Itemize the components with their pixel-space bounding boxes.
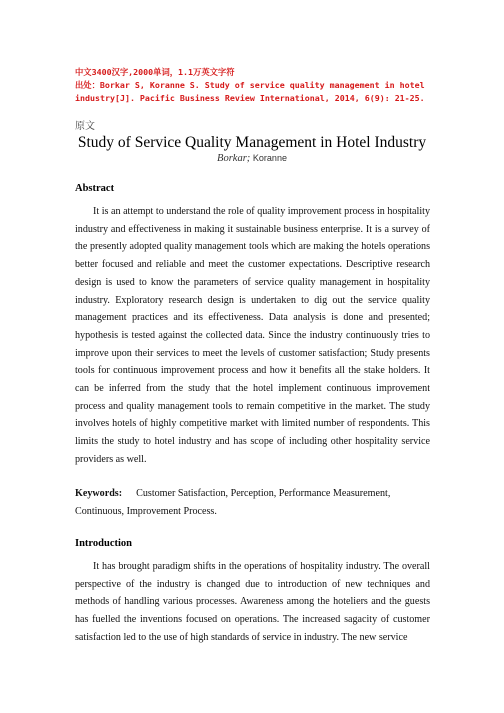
introduction-body xyxy=(75,558,430,647)
abstract-body xyxy=(75,203,430,469)
source-line: 出处：Borkar S, Koranne S. Study of service quality management in hotel xyxy=(75,80,425,90)
word-count-line: 中文3400汉字,2000单词，1.1万英文字符 xyxy=(75,67,235,77)
introduction-text: It has brought paradigm shifts in the operations of hospitality industry. The overall perspective of the industry is changed due to introduction of new techniques and methods of handling various processes. Awareness among the hoteliers and the guests has fuelled the inventions focused on operations. The increased sagacity of customer satisfaction led to the use of high standards of service in industry. The new service xyxy=(75,561,430,643)
introduction-heading: Introduction xyxy=(75,538,132,549)
author-first: Borkar; xyxy=(217,153,251,164)
author-second: Koranne xyxy=(252,153,287,163)
keywords-text: Customer Satisfaction, Perception, Performance Measurement, Continuous, Improvement Process. xyxy=(75,488,391,517)
source-citation-header xyxy=(75,66,455,105)
original-text-tag: 原文 xyxy=(75,121,95,132)
abstract-heading: Abstract xyxy=(75,183,115,194)
keywords-label: Keywords: xyxy=(75,488,123,499)
abstract-text: It is an attempt to understand the role of quality improvement process in hospitality industry and effectiveness in making it sustainable business enterprise. It is a survey of the presently adopted quality management tools which are making the hotels operations better focused and reliable and meet the customer expectations. Descriptive research design is used to know the parameters of service quality management in hospitality industry. Exploratory research design is undertaken to dig out the service quality management practices and its effectiveness. Data analysis is done and presented; hypothesis is tested against the collected data. Since the industry continuously tries to improve upon their services to meet the levels of customer satisfaction; Study presents tools for continuous improvement process and how it benefits all the stake holders. It can be inferred from the study that the hotel implement continuous improvement process and quality management tools to remain competitive in the market. The study involves hotels of highly competitive market with limited number of respondents. This limits the study to hotel industry and has scope of including other hospitality service providers as well. xyxy=(75,206,430,465)
paper-title: Study of Service Quality Management in Hotel Industry xyxy=(77,134,427,151)
source-line-continued: industry[J]. Pacific Business Review International, 2014, 6(9): 21-25. xyxy=(75,93,425,103)
keywords xyxy=(75,485,430,520)
authors xyxy=(0,153,504,164)
